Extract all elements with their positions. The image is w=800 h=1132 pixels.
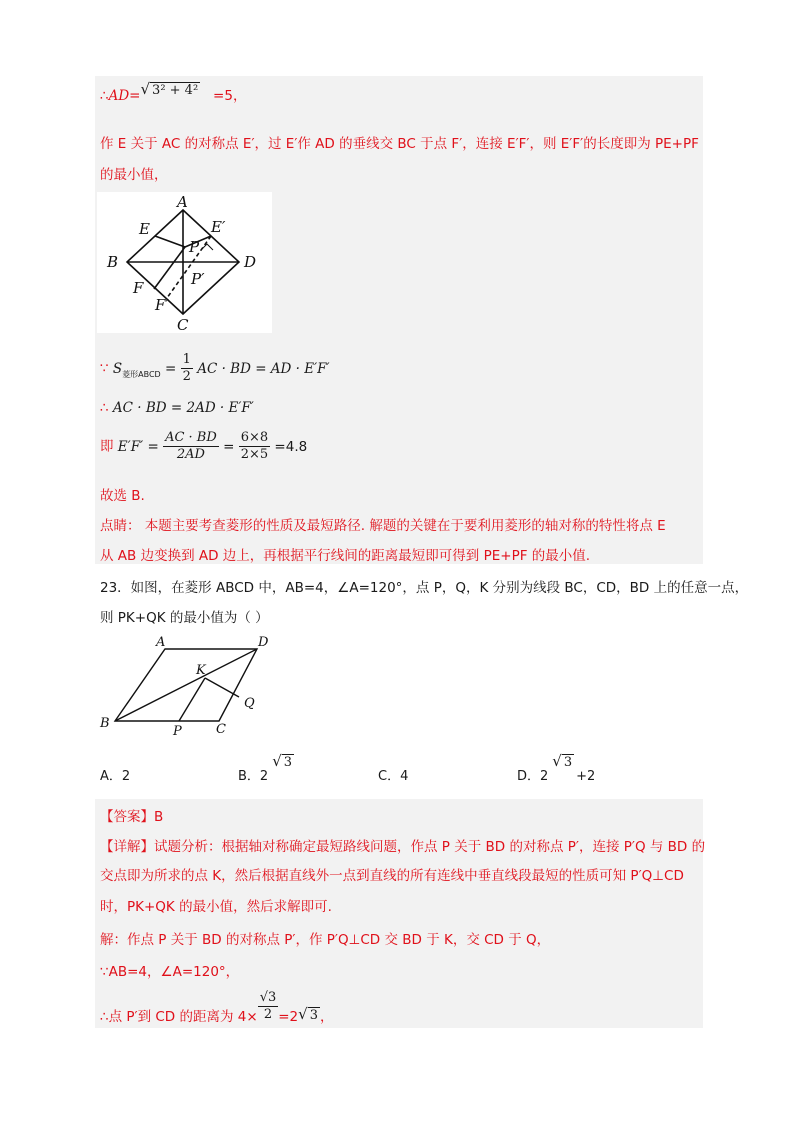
fig2-label-k: K	[196, 663, 206, 678]
detail-line2: 交点即为所求的点 K，然后根据直线外一点到直线的所有连线中垂直线段最短的性质可知 P′Q⊥CD	[100, 868, 684, 884]
solution-line1: 解：作点 P 关于 BD 的对称点 P′，作 P′Q⊥CD 交 BD 于 K，交 CD 于 Q，	[100, 932, 551, 948]
label-b: B	[107, 253, 119, 271]
option-a: A．2	[100, 769, 131, 784]
reflection-text-line1: 作 E 关于 AC 的对称点 E′，过 E′作 AD 的垂线交 BC 于点 F′，连接 E′F′，则 E′F′的长度即为 PE+PF	[100, 136, 699, 152]
segment-pe	[155, 236, 185, 247]
fraction-numeric: $\frac{6\times 8}{2\times 5}$	[240, 430, 269, 462]
sol3-sqrt: √ 3	[298, 1004, 318, 1023]
label-c: C	[177, 316, 189, 333]
rhombus-figure-2	[95, 635, 275, 740]
reflection-text-line2: 的最小值，	[100, 167, 168, 183]
fig2-label-b: B	[100, 716, 110, 731]
fig2-label-a: A	[156, 635, 166, 650]
label-p-prime: P′	[191, 270, 205, 288]
label-p: P	[189, 238, 200, 256]
label-e: E	[139, 220, 150, 238]
label-f-prime: F′	[155, 296, 169, 314]
choose-answer: 故选 B.	[100, 488, 145, 504]
fig2-label-d: D	[258, 635, 269, 650]
rhombus-diagram-2	[95, 635, 275, 740]
segment-qk	[205, 678, 239, 697]
comment-line2: 从 AB 边变换到 AD 边上，再根据平行线间的距离最短即可得到 PE+PF 的最小值.	[100, 548, 591, 564]
sqrt-expression: √ 3² + 4²	[140, 80, 199, 98]
option-b: B．2√ 3	[238, 752, 293, 784]
option-d: D．2√ 3+2	[517, 752, 596, 784]
fig2-label-c: C	[216, 722, 226, 737]
label-a: A	[177, 193, 188, 211]
half-fraction: $\frac{1}{2}$	[182, 352, 191, 384]
ad-equation: ∴AD=√ 3² + 4² =5，	[100, 80, 247, 104]
option-d-sqrt: √ 3	[552, 752, 573, 770]
therefore-equation: ∴ AC · BD = 2AD · E′F′	[100, 400, 254, 416]
fig2-label-q: Q	[244, 696, 255, 711]
solution-line3: ∴点 P′到 CD 的距离为 4× $\frac{√3}{2}$ =2√ 3 ，	[100, 990, 334, 1025]
segment-pk	[179, 678, 205, 721]
label-e-prime: E′	[211, 218, 226, 236]
rhombus-figure-1	[97, 192, 272, 333]
label-f: F	[133, 279, 144, 297]
detail-line3: 时，PK+QK 的最小值，然后求解即可.	[100, 899, 332, 915]
fraction-acbd: $\frac{AC \cdot BD}{2AD}$	[165, 430, 217, 462]
segment-pf	[154, 247, 185, 289]
label-d: D	[244, 253, 257, 271]
answer-tag: 【答案】B	[100, 809, 164, 825]
question-line1: 23．如图，在菱形 ABCD 中，AB=4，∠A=120°，点 P，Q，K 分别为线段 BC，CD，BD 上的任意一点，	[100, 580, 749, 596]
detail-line1: 【详解】试题分析：根据轴对称确定最短路线问题，作点 P 关于 BD 的对称点 P′，连接 P′Q 与 BD 的	[100, 839, 706, 855]
right-angle-mark	[201, 244, 213, 250]
fig2-label-p: P	[173, 724, 182, 739]
option-c: C．4	[378, 769, 409, 784]
eff-equation: 即 E′F′ = $\frac{AC \cdot BD}{2AD}$ = $\frac{6\times 8}{2\times 5}$ =4.8	[100, 430, 308, 462]
solution-line2: ∵AB=4，∠A=120°，	[100, 964, 240, 980]
area-equation: ∵ $S_{菱形ABCD}$ = $\frac{1}{2}$ AC · BD = AD · E′F′	[100, 352, 330, 384]
option-b-sqrt: √ 3	[272, 752, 293, 770]
comment-line1: 点睛： 本题主要考查菱形的性质及最短路径. 解题的关键在于要利用菱形的轴对称的特性将点 E	[100, 518, 666, 534]
sqrt3-over-2: $\frac{√3}{2}$	[259, 990, 277, 1022]
ad-lhs: AD=	[108, 88, 141, 104]
rhombus-diagram-1	[97, 192, 272, 333]
question-line2: 则 PK+QK 的最小值为（ ）	[100, 610, 269, 626]
